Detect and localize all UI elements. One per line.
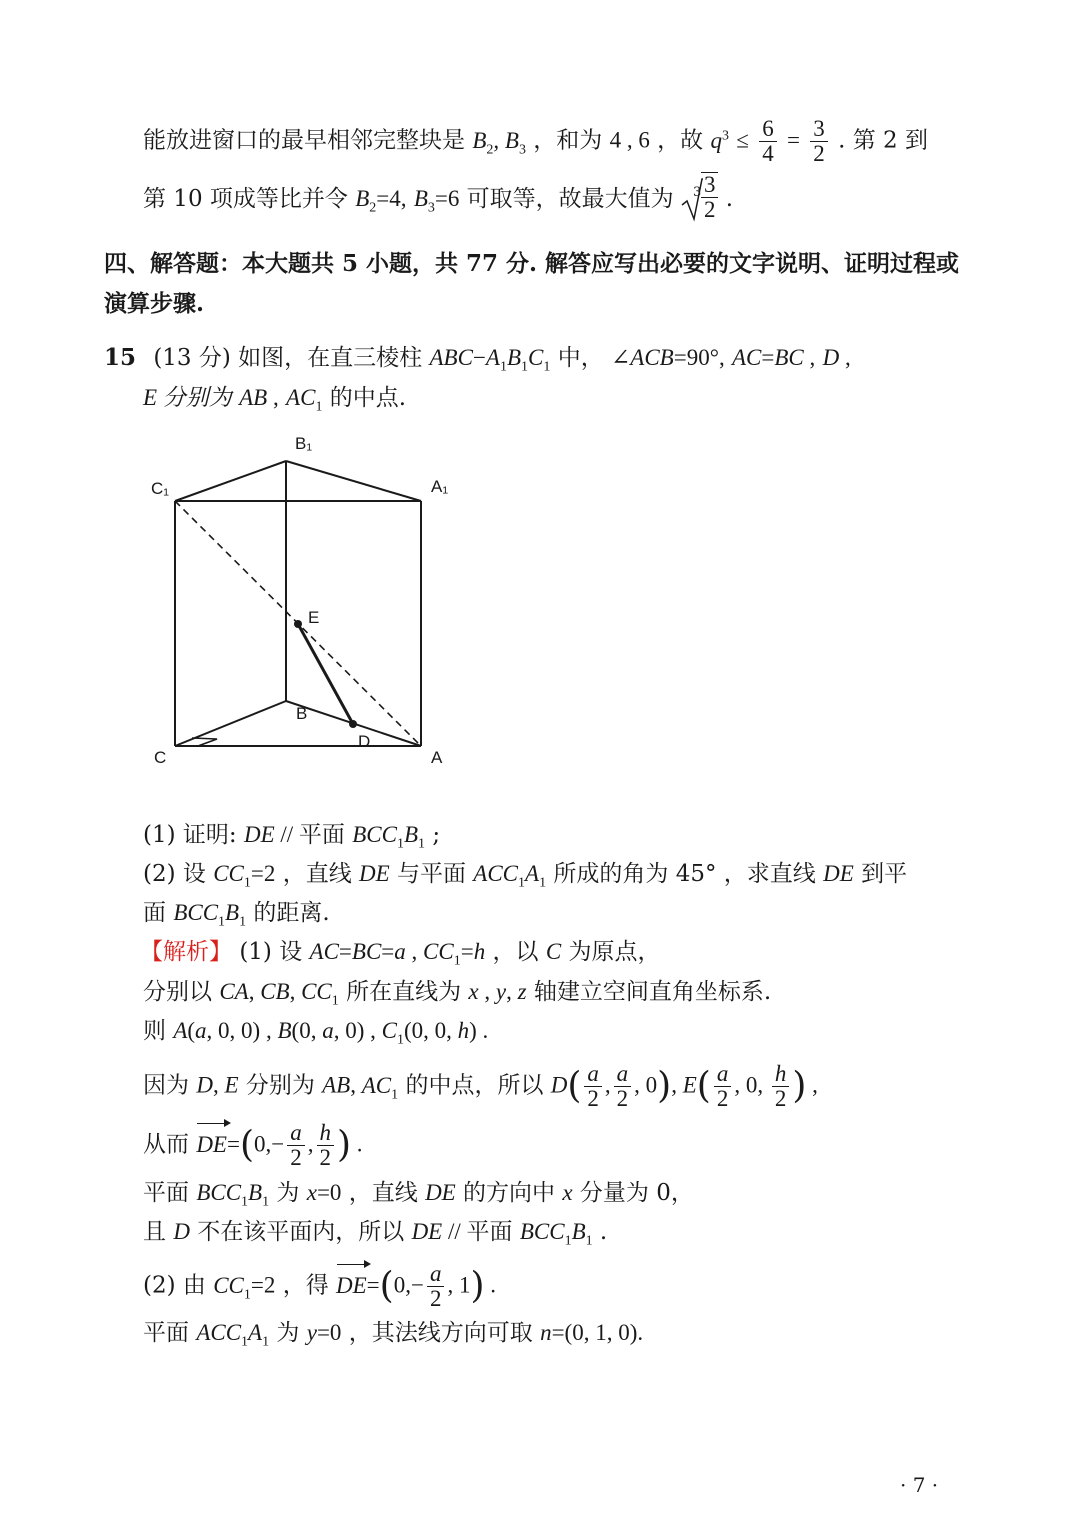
text-seg: 第 10 项成等比并令 bbox=[143, 186, 348, 212]
label-c: C bbox=[154, 748, 167, 767]
text-seg: 的中点，所以 bbox=[405, 1072, 544, 1099]
problem-15-stem-line-2: E 分别为 AB , $AC_1$ 的中点. bbox=[143, 385, 407, 415]
text-seg: . 第 2 到 bbox=[838, 127, 928, 154]
text-seg: (1) 证明: bbox=[143, 822, 237, 848]
text-seg: 与平面 bbox=[396, 861, 466, 887]
text-seg: ，以 bbox=[492, 939, 539, 965]
text-seg: 到平 bbox=[861, 861, 908, 887]
label-b: B bbox=[296, 704, 308, 723]
solution-line-6: 平面 $BCC_1B_1$ 为 x=0 ，直线 DE 的方向中 x 分量为 0， bbox=[143, 1180, 694, 1210]
solution-tag: 【解析】 bbox=[140, 939, 232, 965]
text-seg: 可取等，故最大值为 bbox=[466, 186, 674, 212]
vector-de: DE bbox=[196, 1125, 227, 1165]
solution-line-1: 【解析】 (1) 设 AC=BC=a , $CC_1=h$ ，以 C 为原点， bbox=[140, 939, 661, 969]
edge-b1-a1 bbox=[286, 461, 421, 501]
solution-line-3: 则 A(a, 0, 0) , B(0, a, 0) , $C_1(0$, 0, h) . bbox=[143, 1018, 489, 1048]
label-a: A bbox=[431, 748, 443, 767]
text-seg: 不在该平面内，所以 bbox=[197, 1219, 405, 1245]
solution-line-2: 分别以 CA, CB, $CC_1$ 所在直线为 x , y, z 轴建立空间直角坐标系. bbox=[143, 979, 772, 1009]
text-seg: 为 bbox=[276, 1180, 300, 1206]
fraction-6-4: $\frac{6}{4}$ bbox=[759, 117, 777, 166]
text-seg: 的中点. bbox=[329, 385, 407, 411]
text-seg: ，得 bbox=[282, 1272, 329, 1299]
text-seg: ，直线 bbox=[348, 1180, 418, 1206]
question-1: (1) 证明: DE // 平面 $BCC_1B_1$ ; bbox=[143, 822, 441, 852]
problem-number: 15 bbox=[104, 344, 137, 371]
solution-line-7: 且 D 不在该平面内，所以 DE // 平面 $BCC_1B_1$ . bbox=[143, 1219, 608, 1249]
text-seg: 中， bbox=[557, 345, 604, 371]
point-e bbox=[294, 620, 302, 628]
text-seg: 因为 bbox=[143, 1072, 189, 1099]
text-seg: E 分别为 bbox=[143, 385, 232, 410]
q-cubed: $q^3$ bbox=[710, 127, 729, 153]
solution-line-4: 因为 D, E 分别为 AB, $AC_1$ 的中点，所以 D( $\frac{a}{2}$ , $\frac{a}{2}$ , 0), E( $\frac{a}{2}$ , 0, $\frac{h}{2}$ ) , bbox=[143, 1061, 818, 1112]
section-heading-line-1: 四、解答题：本大题共 5 小题，共 77 分. 解答应写出必要的文字说明、证明过程或 bbox=[104, 250, 960, 277]
text-seg: 为 bbox=[276, 1320, 300, 1346]
text-seg: ，其法线方向可取 bbox=[348, 1320, 533, 1346]
text-seg: 平面 bbox=[298, 822, 345, 848]
label-b1: B₁ bbox=[295, 434, 313, 453]
text-seg: 的方向中 bbox=[463, 1180, 556, 1206]
solution-line-9: 平面 $ACC_1A_1$ 为 y=0 ，其法线方向可取 n=(0, 1, 0). bbox=[143, 1320, 644, 1350]
text-seg: 分量为 0， bbox=[579, 1180, 694, 1206]
edge-c-b bbox=[175, 701, 286, 746]
text-seg: (2) 设 bbox=[143, 861, 206, 887]
prev-line-1: 能放进窗口的最早相邻完整块是 $B_2$, $B_3$ ，和为 4 , 6 ，故 $q^3$ ≤ $\frac{6}{4}$ = $\frac{3}{2}$ . 第 2 到 bbox=[143, 116, 928, 167]
text-seg: 从而 bbox=[143, 1131, 189, 1158]
text-seg: ，和为 bbox=[533, 127, 603, 154]
sum-values: 4 , 6 bbox=[609, 127, 650, 153]
solution-line-5: 从而 DE=(0,− $\frac{a}{2}$ , $\frac{h}{2}$ ) . bbox=[143, 1120, 363, 1171]
text-seg: 分别以 bbox=[143, 979, 212, 1005]
question-2-line-2: 面 $BCC_1B_1$ 的距离. bbox=[143, 900, 330, 930]
point-d bbox=[349, 720, 357, 728]
question-2-line-1: (2) 设 $CC_1=2$ ，直线 DE 与平面 $ACC_1A_1$ 所成的角为 45° ，求直线 DE 到平 bbox=[143, 861, 908, 891]
solution-line-8: (2) 由 $CC_1=2$ ，得 DE=(0,− $\frac{a}{2}$ , 1) . bbox=[143, 1261, 496, 1312]
vector-de: DE bbox=[336, 1266, 367, 1306]
text-seg: 平面 bbox=[466, 1219, 513, 1245]
text-seg: 面 bbox=[143, 900, 166, 926]
page-number: · 7 · bbox=[900, 1473, 939, 1497]
text-seg: ，直线 bbox=[282, 861, 352, 887]
text-seg: 为原点， bbox=[568, 939, 661, 965]
text-seg: 且 bbox=[143, 1219, 166, 1245]
text-seg: 所在直线为 bbox=[346, 979, 462, 1005]
edge-c1-b1 bbox=[175, 461, 286, 501]
text-seg: 如图，在直三棱柱 bbox=[238, 345, 423, 371]
text-seg: 的距离. bbox=[253, 900, 330, 926]
problem-score: (13 分) bbox=[153, 345, 231, 371]
text-seg: 轴建立空间直角坐标系. bbox=[533, 979, 772, 1005]
text-seg: 能放进窗口的最早相邻完整块是 bbox=[143, 127, 465, 154]
prism-figure bbox=[140, 425, 480, 785]
text-seg: 则 bbox=[143, 1018, 166, 1044]
prev-line-2: 第 10 项成等比并令 $B_2=4$, $B_3=6$ 可取等，故最大值为 3 $\frac{3}{2}$ . bbox=[143, 171, 734, 222]
text-seg: (1) 设 bbox=[239, 939, 303, 965]
text-seg: 分别为 bbox=[245, 1072, 315, 1099]
text-seg: 平面 bbox=[143, 1180, 189, 1206]
cube-root-expression: 3 $\frac{3}{2}$ bbox=[681, 177, 719, 223]
text-seg: ，故 bbox=[657, 127, 704, 154]
label-e: E bbox=[308, 608, 320, 627]
text-seg: 平面 bbox=[143, 1320, 189, 1346]
right-angle-mark bbox=[192, 738, 217, 746]
text-seg: (2) 由 bbox=[143, 1272, 206, 1299]
text-seg: 所成的角为 45° ，求直线 bbox=[553, 861, 816, 887]
label-a1: A₁ bbox=[431, 477, 449, 496]
label-c1: C₁ bbox=[151, 479, 170, 498]
label-d: D bbox=[358, 732, 371, 751]
problem-15-stem-line-1: 15 (13 分) 如图，在直三棱柱 $ABC-A_1B_1C_1$ 中， ∠ACB=90°, AC=BC , D , bbox=[104, 344, 851, 375]
fraction-3-2: $\frac{3}{2}$ bbox=[810, 117, 828, 166]
section-heading-line-2: 演算步骤. bbox=[104, 290, 205, 317]
